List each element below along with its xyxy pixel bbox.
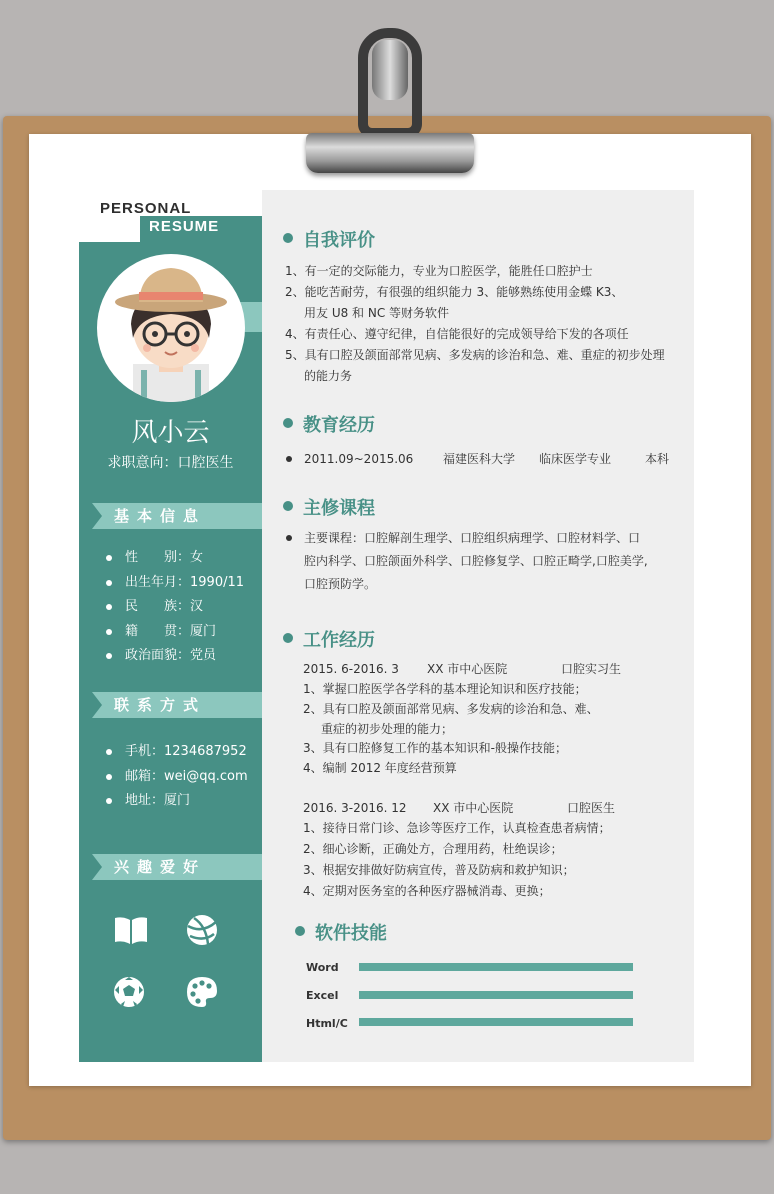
work-title [303,626,375,652]
list-item: 地址：厦门 [103,789,248,814]
job-line: 4、编制 2012 年度经营预算 [303,761,457,775]
self-eval-line: 2、能吃苦耐劳，有很强的组织能力 3、能够熟练使用金蝶 K3、 [285,285,624,299]
education-period: 2011.09~2015.06 [304,452,414,466]
list-item: 出生年月：1990/11 [103,571,244,596]
list-item: 政治面貌：党员 [103,644,244,669]
self-eval-title [303,226,375,252]
job-line: 重症的初步处理的能力； [321,722,454,736]
contact-banner: 联系方式 [92,692,274,718]
list-item: 手机：1234687952 [103,740,248,765]
education-degree: 本科 [645,452,670,466]
self-eval-line: 5、具有口腔及颌面部常见病、多发病的诊治和急、难、重症的初步处理 [285,348,665,362]
job-line: 4、定期对医务室的各种医疗器械消毒、更换； [303,884,551,898]
candidate-name: 风小云 [131,418,210,448]
skills-title [315,919,387,945]
skills-title-text: 软件技能 [315,923,387,944]
basketball-icon [184,912,220,948]
section-dot [283,233,293,243]
contact-list [103,740,248,814]
section-dot [283,418,293,428]
job-line: 2、具有口腔及颌面部常见病、多发病的诊治和急、难、 [303,702,599,716]
list-item: 性 别：女 [103,546,244,571]
job-org: XX 市中心医院 [433,801,514,815]
palette-icon [184,974,220,1010]
skill-bar-excel [359,991,633,999]
job-org: XX 市中心医院 [427,662,508,676]
job-period: 2015. 6-2016. 3 [303,662,399,676]
self-eval-line: 4、有责任心、遵守纪律，自信能很好的完成领导给下发的各项任 [285,327,629,341]
section-dot [283,633,293,643]
job-role: 口腔实习生 [561,662,622,676]
avatar [97,254,245,402]
job-role: 口腔医生 [567,801,616,815]
education-bullet [286,456,292,462]
job-line: 1、接待日常门诊、急诊等医疗工作，认真检查患者病情； [303,821,611,835]
courses-title [303,494,375,520]
binder-clip [306,133,474,173]
education-major: 临床医学专业 [539,452,612,466]
education-title [303,411,375,437]
self-eval-line: 用友 U8 和 NC 等财务软件 [304,306,450,320]
personal-label: PERSONAL [100,200,192,217]
self-eval-line: 的能力务 [304,369,353,383]
skill-label-html: Html/C [306,1017,348,1030]
skill-label-excel: Excel [306,989,339,1002]
binder-clip-ring [358,28,422,138]
skill-bar-word [359,963,633,971]
soccer-ball-icon [111,974,147,1010]
job-line: 3、根据安排做好防病宣传，普及防病和救护知识； [303,863,575,877]
self-eval-line: 1、有一定的交际能力，专业为口腔医学，能胜任口腔护士 [285,264,593,278]
section-dot [283,501,293,511]
hobbies-banner: 兴趣爱好 [92,854,274,880]
courses-line: 主要课程：口腔解剖生理学、口腔组织病理学、口腔材料学、口 [304,531,641,545]
education-school: 福建医科大学 [443,452,516,466]
avatar-illustration [97,254,245,402]
resume-label: RESUME [149,218,220,235]
list-item: 邮箱：wei@qq.com [103,765,248,790]
courses-line: 腔内科学、口腔颌面外科学、口腔修复学、口腔正畸学,口腔美学, [304,554,648,568]
list-item: 籍 贯：厦门 [103,620,244,645]
job-line: 1、掌握口腔医学各学科的基本理论知识和医疗技能； [303,682,587,696]
education-title-text: 教育经历 [303,415,375,436]
work-title-text: 工作经历 [303,630,375,651]
self-eval-title-text: 自我评价 [303,230,375,251]
skill-label-word: Word [306,961,339,974]
courses-line: 口腔预防学。 [304,577,377,591]
basic-info-list [103,546,244,669]
section-dot [295,926,305,936]
list-item: 民 族：汉 [103,595,244,620]
basic-info-banner: 基本信息 [92,503,274,529]
book-icon [113,912,149,948]
courses-bullet [286,535,292,541]
job-intent: 求职意向：口腔医生 [107,455,234,471]
courses-title-text: 主修课程 [303,498,375,519]
job-line: 3、具有口腔修复工作的基本知识和-般操作技能； [303,741,567,755]
skill-bar-html [359,1018,633,1026]
job-line: 2、细心诊断，正确处方，合理用药，杜绝误诊； [303,842,563,856]
job-period: 2016. 3-2016. 12 [303,801,407,815]
